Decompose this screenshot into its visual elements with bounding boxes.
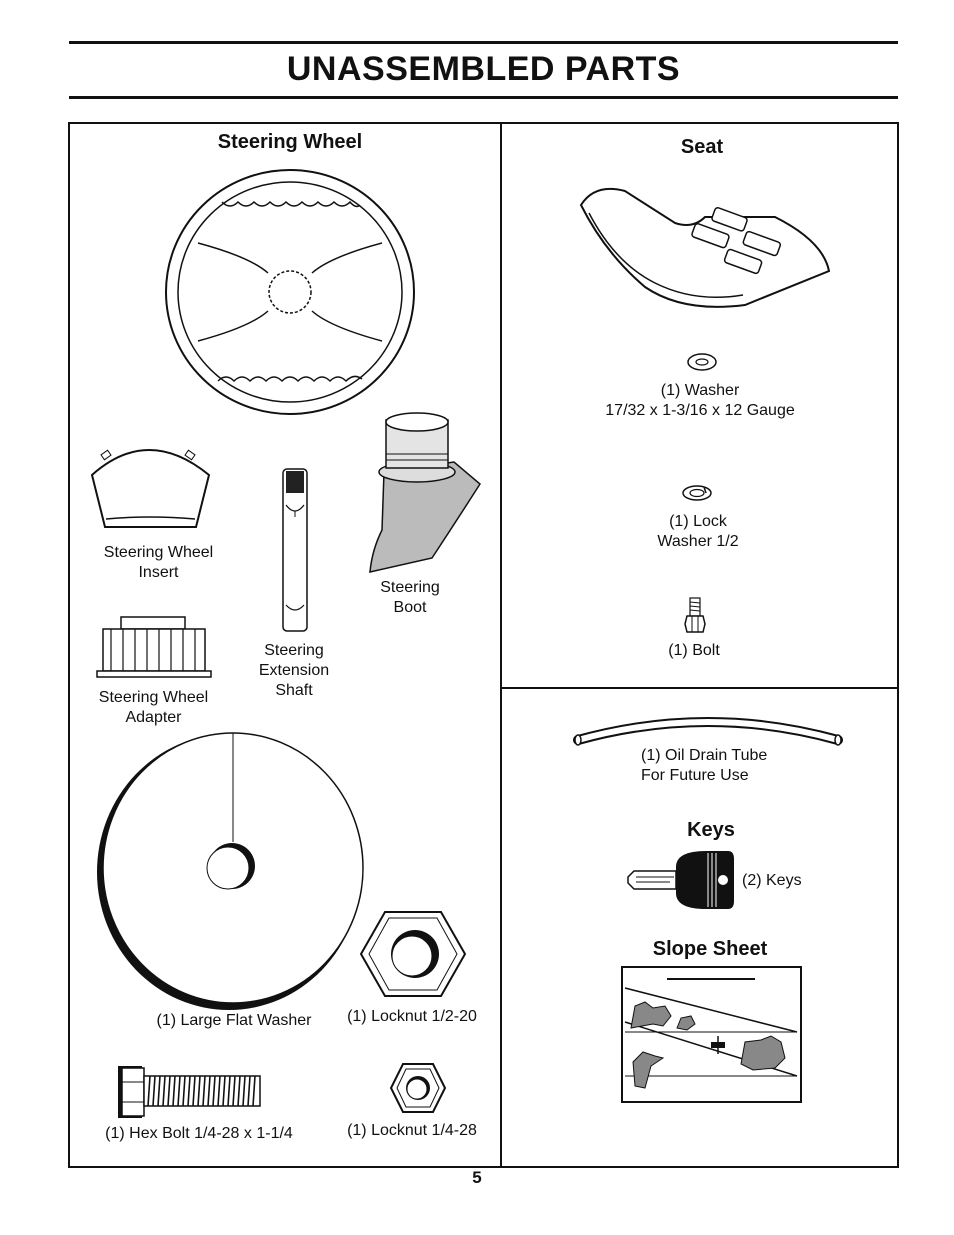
- header-bottom-rule: [69, 96, 898, 99]
- locknut-small-label: (1) Locknut 1/4-28: [347, 1122, 477, 1139]
- key-illustration: [624, 849, 739, 911]
- steering-wheel-adapter-label: Steering Wheel Adapter: [98, 689, 209, 726]
- bolt-illustration: [684, 596, 706, 634]
- steering-wheel-heading: Steering Wheel: [217, 131, 363, 153]
- lock-washer-label: (1) Lock Washer 1/2: [657, 513, 739, 550]
- large-flat-washer-illustration: [93, 730, 368, 1012]
- washer-label: (1) Washer 17/32 x 1-3/16 x 12 Gauge: [605, 382, 795, 419]
- steering-wheel-insert-label: Steering Wheel Insert: [103, 544, 214, 581]
- steering-wheel-illustration: [160, 165, 422, 420]
- page-title: UNASSEMBLED PARTS: [286, 50, 681, 88]
- slope-sheet-heading: Slope Sheet: [652, 938, 768, 960]
- oil-drain-tube-label: (1) Oil Drain Tube For Future Use: [641, 747, 768, 784]
- washer-illustration: [686, 352, 718, 372]
- seat-heading: Seat: [680, 136, 724, 158]
- page-number: 5: [472, 1168, 482, 1187]
- steering-wheel-insert-illustration: [88, 437, 213, 537]
- seat-illustration: [575, 183, 833, 315]
- steering-extension-shaft-label: Steering Extension Shaft: [258, 642, 330, 699]
- keys-label: (2) Keys: [742, 872, 802, 889]
- large-flat-washer-label: (1) Large Flat Washer: [156, 1012, 312, 1029]
- hex-bolt-label: (1) Hex Bolt 1/4-28 x 1-1/4: [105, 1125, 293, 1142]
- bolt-label: (1) Bolt: [668, 642, 720, 659]
- slope-sheet-illustration: [621, 966, 803, 1104]
- keys-heading: Keys: [687, 819, 735, 841]
- steering-boot-label: Steering Boot: [380, 579, 440, 616]
- header-top-rule: [69, 41, 898, 44]
- hex-bolt-illustration: [112, 1062, 267, 1122]
- lock-washer-illustration: [680, 483, 714, 503]
- steering-boot-illustration: [362, 410, 487, 580]
- locknut-large-label: (1) Locknut 1/2-20: [347, 1008, 477, 1025]
- steering-wheel-adapter-illustration: [93, 613, 215, 683]
- steering-extension-shaft-illustration: [280, 465, 310, 637]
- locknut-large-illustration: [357, 908, 469, 1000]
- locknut-small-illustration: [388, 1061, 448, 1115]
